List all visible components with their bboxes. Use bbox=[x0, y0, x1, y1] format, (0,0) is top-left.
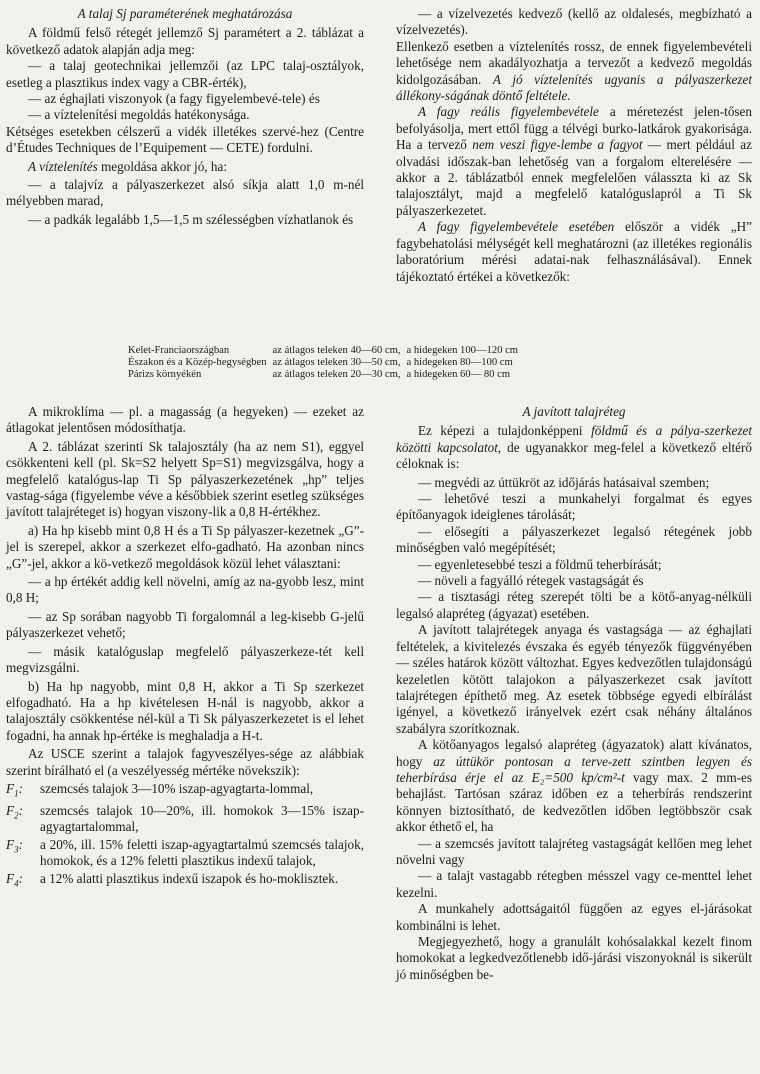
column-bottom-right bbox=[396, 404, 752, 983]
list-item bbox=[6, 781, 364, 802]
label-letter: F bbox=[6, 780, 15, 796]
list-item: — lehetővé teszi a munkahelyi forgalmat és egyes építőanyagok ideiglenes tárolását; bbox=[396, 491, 752, 523]
label-letter: F bbox=[6, 802, 15, 818]
paragraph-case-b: b) Ha hp nagyobb, mint 0,8 H, akkor a Ti Sp szerkezet elfogadható. Ha a hp kivételesen H-nál is nagyobb, akkor a talajosztály csökkentése nél-kül a Ti Sk pályaszerkezetet is el lehet fogadni, ha annak hp-értéke is meghaladja a H-t. bbox=[6, 678, 364, 743]
paragraph: A 2. táblázat szerinti Sk talajosztály (ha az nem S1), eggyel csökkenteni kell (pl. Sk=S2 helyett Sp=S1) megvizsgálva, hogy a megfelelő katalógus-lap Ti Sp pályaszerkezetének „hp” teljes vastag-sága (figyelembe véve a későbbiek szerint esetleg szükséges javított talajréteget is) hogyan viszony-lik a 0,8 H-értékhez. bbox=[6, 438, 364, 520]
list-item: — másik katalóguslap megfelelő pályaszerkeze-tét kell megvizsgálni. bbox=[6, 643, 364, 676]
paragraph bbox=[396, 423, 752, 472]
text: megoldása akkor jó, ha: bbox=[97, 158, 227, 174]
list-item: — az éghajlati viszonyok (a fagy figyelembevé-tele) és bbox=[28, 91, 320, 107]
table-cell-average: az átlagos teleken 40—60 cm, bbox=[272, 345, 401, 356]
list-item: — a vízelvezetés kedvező (kellő az oldalesés, megbízható a vízelvezetés). bbox=[396, 6, 752, 38]
section-heading-sj: A talaj Sj paraméterének meghatározása bbox=[77, 6, 293, 21]
paragraph: A javított talajrétegek anyaga és vastagsága — az éghajlati feltételek, a kivitelezés évszaka és egyéb tényezők függvényében — széles határok között változhat. Egyes kedvezőtlen tulajdonságú kezeletlen kötött talajokon a pályaszerkezet csak javított talajrétegen építhető meg. Az esetek többsége egyedi elbírálást igényel, a következő irányelvek ezért csak néhány általános szabályra szorítkoznak. bbox=[396, 622, 752, 736]
frost-class-list bbox=[6, 781, 364, 892]
label-index: 1 bbox=[14, 788, 19, 799]
paragraph: Az USCE szerint a talajok fagyveszélyes-sége az alábbiak szerint bírálható el (a veszélyesség mértéke növekszik): bbox=[6, 746, 364, 778]
text: — mert például az olvadási időszak-ban lehetőség van a forgalom elterelésére — akkor a 2. táblázatból ennek megfelelően válasszta ki az Sk talajosztályt, majd a megfelelő katalóguslapról a Ti Sk pályaszerkezetet. bbox=[396, 137, 752, 218]
list-item: — egyenletesebbé teszi a földmű teherbírását; bbox=[418, 556, 662, 572]
list-item: — a talaj geotechnikai jellemzői (az LPC talaj-osztályok, esetleg a plasztikus index vagy a CBR-érték), bbox=[6, 58, 364, 90]
table-cell-average: az átlagos teleken 20—30 cm, bbox=[272, 368, 401, 380]
frost-class-label: $F_2$: bbox=[6, 802, 23, 821]
text: a méretezést jelen-tősen befolyásolja, mert ettől függ a télvégi burko-latkárok gyakorisága. Ha a tervező bbox=[396, 104, 752, 153]
label-index: 4 bbox=[14, 878, 19, 889]
paragraph bbox=[396, 39, 752, 105]
paragraph: A mikroklíma — pl. a magasság (a hegyeken) — ezeket az átlagokat jelentősen módosíthatja. bbox=[6, 404, 364, 436]
paragraph bbox=[6, 159, 364, 175]
table-row bbox=[128, 357, 524, 369]
label-letter: F bbox=[6, 836, 15, 852]
table-cell-cold: a hidegeken 100—120 cm bbox=[406, 345, 519, 356]
text: A kötőanyagos legalsó alapréteg (ágyazatok) alatt kívánatos, hogy bbox=[396, 737, 752, 769]
list-item: — a padkák legalább 1,5—1,5 m szélességben vízhatlanok és bbox=[28, 211, 354, 227]
table-cell-cold: a hidegeken 80—100 cm bbox=[406, 356, 513, 368]
table-cell-region: Párizs környékén bbox=[128, 368, 202, 380]
frost-class-text: szemcsés talajok 3—10% iszap-agyagtarta-lommal, bbox=[40, 780, 314, 796]
table-row bbox=[128, 369, 524, 381]
list-item: — a szemcsés javított talajréteg vastagságát kellően meg lehet növelni vagy bbox=[396, 835, 752, 867]
list-item: — megvédi az úttükröt az időjárás hatásaival szemben; bbox=[418, 474, 710, 490]
emphasis: az úttükör pontosan a terve-zett szintben legyen és teherbírása érje el az E₂=500 kp/cm²-t bbox=[396, 753, 752, 785]
list-item: — a talajvíz a pályaszerkezet alsó síkja alatt 1,0 m-nél mélyebben marad, bbox=[6, 177, 364, 209]
text: Ellenkező esetben a víztelenítés rossz, de ennek figyelembevételi lehetősége nem akadályozhatja a tervezőt a kedvező megoldás kidolgozásában. bbox=[396, 38, 752, 87]
paragraph: A földmű felső rétegét jellemző Sj paramétert a 2. táblázat a következő adatok alapján adja meg: bbox=[6, 25, 364, 57]
emphasis: A víztelenítés bbox=[28, 158, 98, 174]
label-letter: F bbox=[6, 870, 15, 886]
list-item: — növeli a fagyálló rétegek vastagságát és bbox=[418, 573, 644, 589]
label-index: 2 bbox=[14, 810, 19, 821]
frost-class-text: a 20%, ill. 15% feletti iszap-agyagtartalmú szemcsés talajok, homokok, és a 12% feletti plasztikus indexű talajok, bbox=[40, 836, 364, 869]
list-item: — a hp értékét addig kell növelni, amíg az na-gyobb lesz, mint 0,8 H; bbox=[6, 574, 364, 606]
list-item: — elősegíti a pályaszerkezet legalsó rétegének jobb minőségben való megépítését; bbox=[396, 523, 752, 556]
frost-class-label: $F_1$: bbox=[6, 780, 23, 799]
paragraph: A munkahely adottságaitól függően az egyes el-járásokat kombinálni is lehet. bbox=[396, 901, 752, 933]
list-item: — a talajt vastagabb rétegben mésszel vagy ce-menttel lehet kezelni. bbox=[396, 868, 752, 900]
paragraph bbox=[396, 219, 752, 285]
list-item: — az Sp sorában nagyobb Ti forgalomnál a leg-kisebb G-jelű pályaszerkezet vehető; bbox=[6, 608, 364, 641]
table-cell-average: az átlagos teleken 30—50 cm, bbox=[272, 356, 401, 368]
list-item bbox=[6, 871, 364, 892]
paragraph bbox=[396, 104, 752, 219]
list-item: — a tisztasági réteg szerepét tölti be a kötő-anyag-nélküli legalsó alapréteg (ágyazat) esetében. bbox=[396, 589, 752, 621]
paragraph: Kétséges esetekben célszerű a vidék illetékes szervé-hez (Centre d’Études Techniques de l’Equipement — CETE) fordulni. bbox=[6, 123, 364, 156]
frost-class-text: szemcsés talajok 10—20%, ill. homokok 3—15% iszap-agyagtartalommal, bbox=[40, 802, 364, 835]
table-cell-region: Kelet-Franciaországban bbox=[128, 345, 230, 356]
list-item bbox=[6, 837, 364, 870]
paragraph: Megjegyezhető, hogy a granulált kohósalakkal kezelt finom homokokat a legkedvezőtlenebb idő-járási viszonyoknál is sikerült jó minőségben be- bbox=[396, 934, 752, 982]
emphasis: A fagy figyelembevétele esetében bbox=[418, 219, 615, 235]
text: Ez képezi a tulajdonképpeni bbox=[418, 423, 592, 439]
column-bottom-left bbox=[6, 404, 364, 893]
column-top-right bbox=[396, 6, 752, 285]
frost-class-label: $F_3$: bbox=[6, 836, 23, 855]
label-index: 3 bbox=[14, 844, 19, 855]
paragraph bbox=[396, 737, 752, 835]
list-item bbox=[6, 803, 364, 836]
table-cell-cold: a hidegeken 60— 80 cm bbox=[406, 368, 511, 380]
emphasis: A fagy reális figyelembevétele bbox=[418, 104, 599, 120]
paragraph-case-a: a) Ha hp kisebb mint 0,8 H és a Ti Sp pályaszer-kezetnek „G”-jel is szerepel, akkor a szerkezet elfo-gadható. Ha azonban nincs „G”-jel, akkor a kö-vetkező megoldások közül lehet választani: bbox=[6, 522, 364, 571]
frost-class-label: $F_4$: bbox=[6, 870, 23, 889]
text: de ugyanakkor meg-felel a következő eltérő céloknak is: bbox=[396, 439, 752, 472]
frost-class-text: a 12% alatti plasztikus indexű iszapok és ho-moklisztek. bbox=[40, 870, 339, 886]
emphasis: A jó víztelenítés ugyanis a pályaszerkezet állékony-ságának döntő feltétele. bbox=[396, 71, 753, 104]
column-top-left bbox=[6, 6, 364, 228]
section-heading-javitott: A javított talajréteg bbox=[522, 404, 626, 419]
frost-depth-table bbox=[128, 345, 524, 380]
table-cell-region: Északon és a Közép-hegységben bbox=[128, 356, 267, 368]
text: először a vidék „H” fagybehatolási mélységét kell meghatározni (az illetékes regionális laboratórium mérési adatai-nak felhasználásával). Ennek tájékoztató értékei a következők: bbox=[396, 219, 752, 284]
emphasis: nem veszi figye-lembe a fagyot bbox=[472, 137, 643, 153]
text: vagy max. 2 mm-es behajlást. Tartósan száraz időben ez a teherbírás rendszerint könnyen biztosítható, de kedvezőtlen időben legtöbbször csak akkor éthető el, ha bbox=[396, 769, 752, 835]
list-item: — a víztelenítési megoldás hatékonysága. bbox=[28, 107, 250, 123]
table-row bbox=[128, 345, 524, 357]
emphasis: földmű és a pálya-szerkezet közötti kapcsolatot, bbox=[396, 423, 753, 455]
